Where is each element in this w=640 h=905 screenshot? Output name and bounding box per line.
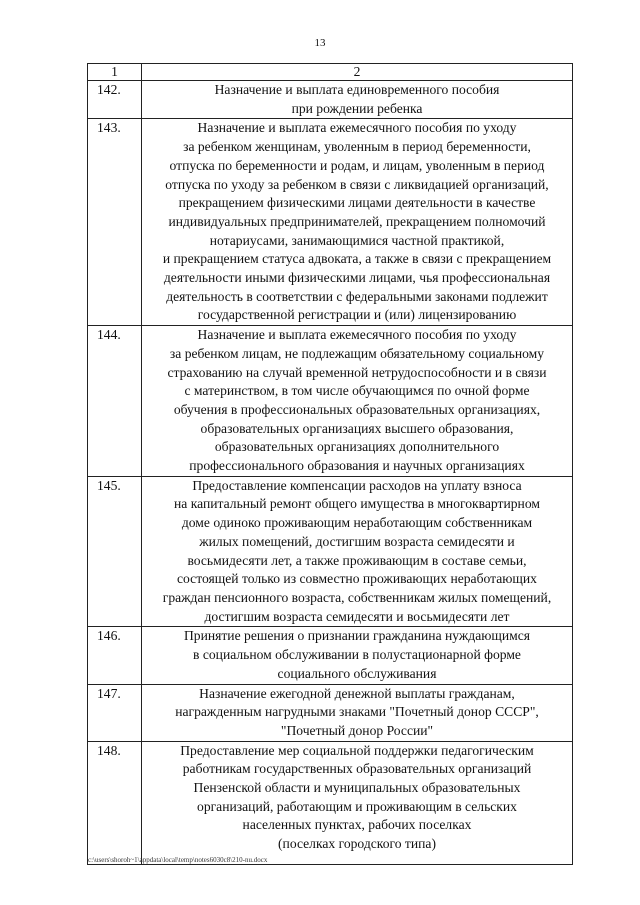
description-line: при рождении ребенка (291, 100, 423, 116)
description-line: образовательных организациях дополнительного (214, 439, 500, 455)
description-line: государственной регистрации и (или) лицензированию (197, 307, 517, 323)
description-line: достигшим возраста семидесяти и восьмидесяти лет (204, 608, 510, 624)
description-line: деятельность в соответствии с федеральными законами подлежит (166, 288, 548, 304)
services-table (87, 63, 573, 865)
table-row (88, 627, 573, 684)
table-row (88, 81, 573, 119)
description-line: на капитальный ремонт общего имущества в многоквартирном (174, 496, 540, 512)
description-line: восьмидесяти лет, а также проживающим в составе семьи, (187, 552, 527, 568)
description-line: страхованию на случай временной нетрудоспособности и в связи (167, 364, 547, 380)
description-line: доме одиноко проживающим неработающим собственникам (181, 515, 533, 531)
description-line: жилых помещений, достигшим возраста семидесяти и (199, 533, 515, 549)
description-line: отпуска по уходу за ребенком в связи с ликвидацией организаций, (165, 176, 549, 192)
description-line: Назначение и выплата ежемесячного пособия по уходу (197, 327, 517, 343)
row-description (142, 326, 573, 477)
table-header-row (88, 64, 573, 81)
table-row (88, 684, 573, 741)
description-line: за ребенком лицам, не подлежащим обязательному социальному (169, 345, 545, 361)
description-line: Принятие решения о признании гражданина нуждающимся (183, 628, 531, 644)
description-line: деятельности иными физическими лицами, чья профессиональная (163, 270, 551, 286)
row-number: 142. (88, 81, 142, 119)
description-line: Назначение ежегодной денежной выплаты гражданам, (199, 685, 515, 701)
description-line: Пензенской области и муниципальных образовательных (193, 780, 521, 796)
description-line: и прекращением статуса адвоката, а также в связи с прекращением (162, 251, 552, 267)
description-line: профессионального образования и научных организациях (189, 458, 525, 474)
row-number: 148. (88, 741, 142, 864)
header-col-description: 2 (142, 64, 573, 81)
description-line: Предоставление компенсации расходов на уплату взноса (192, 477, 522, 493)
row-number: 143. (88, 119, 142, 326)
description-line: обучения в профессиональных образовательных организациях, (173, 401, 541, 417)
row-description (142, 741, 573, 864)
header-col-number: 1 (88, 64, 142, 81)
row-description (142, 627, 573, 684)
description-line: награжденным нагрудными знаками "Почетный донор СССР", (175, 704, 539, 720)
row-number: 147. (88, 684, 142, 741)
table-row (88, 741, 573, 864)
description-line: прекращением физическими лицами деятельности в качестве (178, 195, 536, 211)
description-line: граждан пенсионного возраста, собственникам жилых помещений, (162, 589, 552, 605)
table-row (88, 119, 573, 326)
table-row (88, 476, 573, 627)
description-line: образовательных организациях высшего образования, (200, 420, 514, 436)
row-number: 146. (88, 627, 142, 684)
description-line: с материнством, в том числе обучающимся по очной форме (184, 383, 530, 399)
row-number: 145. (88, 476, 142, 627)
page-number: 13 (314, 37, 326, 49)
description-line: организаций, работающим и проживающим в сельских (197, 798, 517, 814)
row-description (142, 684, 573, 741)
description-line: нотариусами, занимающимися частной практикой, (209, 232, 505, 248)
description-line: (поселках городского типа) (278, 836, 436, 852)
description-line: Назначение и выплата единовременного пособия (214, 82, 500, 97)
row-description (142, 476, 573, 627)
description-line: индивидуальных предпринимателей, прекращением полномочий (168, 213, 546, 229)
description-line: "Почетный донор России" (280, 722, 434, 738)
document-file-path: c:\users\shoroh~1\appdata\local\temp\notes6030c8\210-nu.docx (88, 856, 268, 864)
row-description (142, 119, 573, 326)
description-line: социального обслуживания (277, 665, 437, 681)
row-number: 144. (88, 326, 142, 477)
description-line: работникам государственных образовательных организаций (182, 761, 532, 777)
description-line: в социальном обслуживании в полустационарной форме (193, 647, 521, 663)
row-description (142, 81, 573, 119)
description-line: отпуска по беременности и родам, и лицам, уволенным в период (169, 157, 545, 173)
description-line: состоящей только из совместно проживающих неработающих (177, 571, 537, 587)
description-line: населенных пунктах, рабочих поселках (242, 817, 472, 833)
description-line: Предоставление мер социальной поддержки педагогическим (180, 742, 534, 758)
table-row (88, 326, 573, 477)
description-line: Назначение и выплата ежемесячного пособия по уходу (197, 120, 517, 136)
description-line: за ребенком женщинам, уволенным в период беременности, (183, 139, 531, 155)
